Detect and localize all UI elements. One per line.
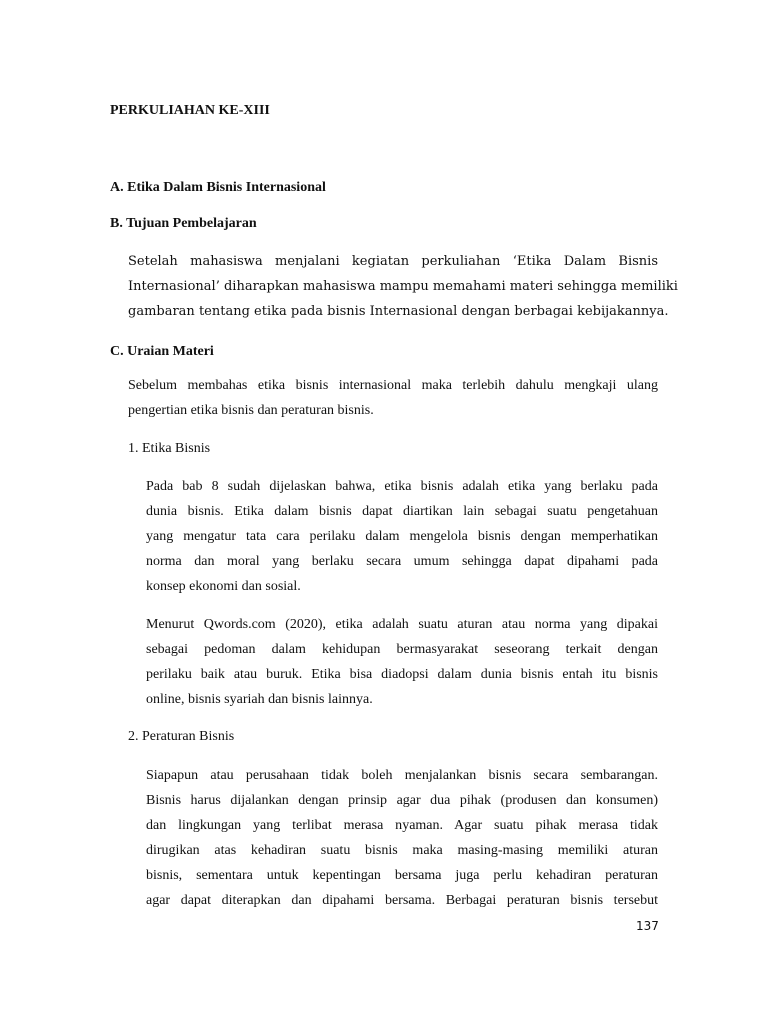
- paragraph-line: gambaran tentang etika pada bisnis Internasional dengan berbagai kebijakannya.: [128, 304, 669, 319]
- section-c-heading: C. Uraian Materi: [110, 344, 214, 359]
- paragraph-line: bisnis, sementara untuk kepentingan bersama juga perlu kehadiran peraturan: [146, 868, 658, 883]
- paragraph-line: online, bisnis syariah dan bisnis lainnya.: [146, 692, 373, 707]
- paragraph-line: dirugikan atas kehadiran suatu bisnis maka masing-masing memiliki aturan: [146, 843, 658, 858]
- paragraph-line: Setelah mahasiswa menjalani kegiatan perkuliahan ‘Etika Dalam Bisnis: [128, 254, 658, 269]
- paragraph-line: konsep ekonomi dan sosial.: [146, 579, 301, 594]
- paragraph-line: sebagai pedoman dalam kehidupan bermasyarakat seseorang terkait dengan: [146, 642, 658, 657]
- item-1-paragraph-1: [146, 474, 658, 599]
- paragraph-line: Internasional’ diharapkan mahasiswa mampu memahami materi sehingga memiliki: [128, 279, 678, 294]
- paragraph-line: agar dapat diterapkan dan dipahami bersama. Berbagai peraturan bisnis tersebut: [146, 893, 658, 908]
- item-2-heading: 2. Peraturan Bisnis: [128, 729, 235, 744]
- item-1-paragraph-2: [146, 612, 658, 712]
- section-b-paragraph: [128, 249, 678, 324]
- paragraph-line: dunia bisnis. Etika dalam bisnis dapat diartikan lain sebagai suatu pengetahuan: [146, 504, 658, 519]
- paragraph-line: Sebelum membahas etika bisnis internasional maka terlebih dahulu mengkaji ulang: [128, 378, 658, 393]
- section-a-heading: A. Etika Dalam Bisnis Internasional: [110, 180, 326, 195]
- item-2-paragraph-1: [146, 763, 658, 913]
- section-b-heading: B. Tujuan Pembelajaran: [110, 216, 257, 231]
- paragraph-line: Menurut Qwords.com (2020), etika adalah suatu aturan atau norma yang dipakai: [146, 617, 658, 632]
- paragraph-line: Pada bab 8 sudah dijelaskan bahwa, etika bisnis adalah etika yang berlaku pada: [146, 479, 658, 494]
- paragraph-line: pengertian etika bisnis dan peraturan bisnis.: [128, 403, 374, 418]
- paragraph-line: norma dan moral yang berlaku secara umum sehingga dapat dipahami pada: [146, 554, 658, 569]
- item-1-heading: 1. Etika Bisnis: [128, 441, 211, 456]
- page-title: PERKULIAHAN KE-XIII: [110, 103, 270, 118]
- paragraph-line: Bisnis harus dijalankan dengan prinsip agar dua pihak (produsen dan konsumen): [146, 793, 658, 808]
- paragraph-line: Siapapun atau perusahaan tidak boleh menjalankan bisnis secara sembarangan.: [146, 768, 658, 783]
- paragraph-line: yang mengatur tata cara perilaku dalam mengelola bisnis dengan memperhatikan: [146, 529, 658, 544]
- paragraph-line: perilaku baik atau buruk. Etika bisa diadopsi dalam dunia bisnis entah itu bisnis: [146, 667, 658, 682]
- paragraph-line: dan lingkungan yang terlibat merasa nyaman. Agar suatu pihak merasa tidak: [146, 818, 658, 833]
- section-c-paragraph: [128, 373, 658, 423]
- page-number: 137: [636, 919, 659, 933]
